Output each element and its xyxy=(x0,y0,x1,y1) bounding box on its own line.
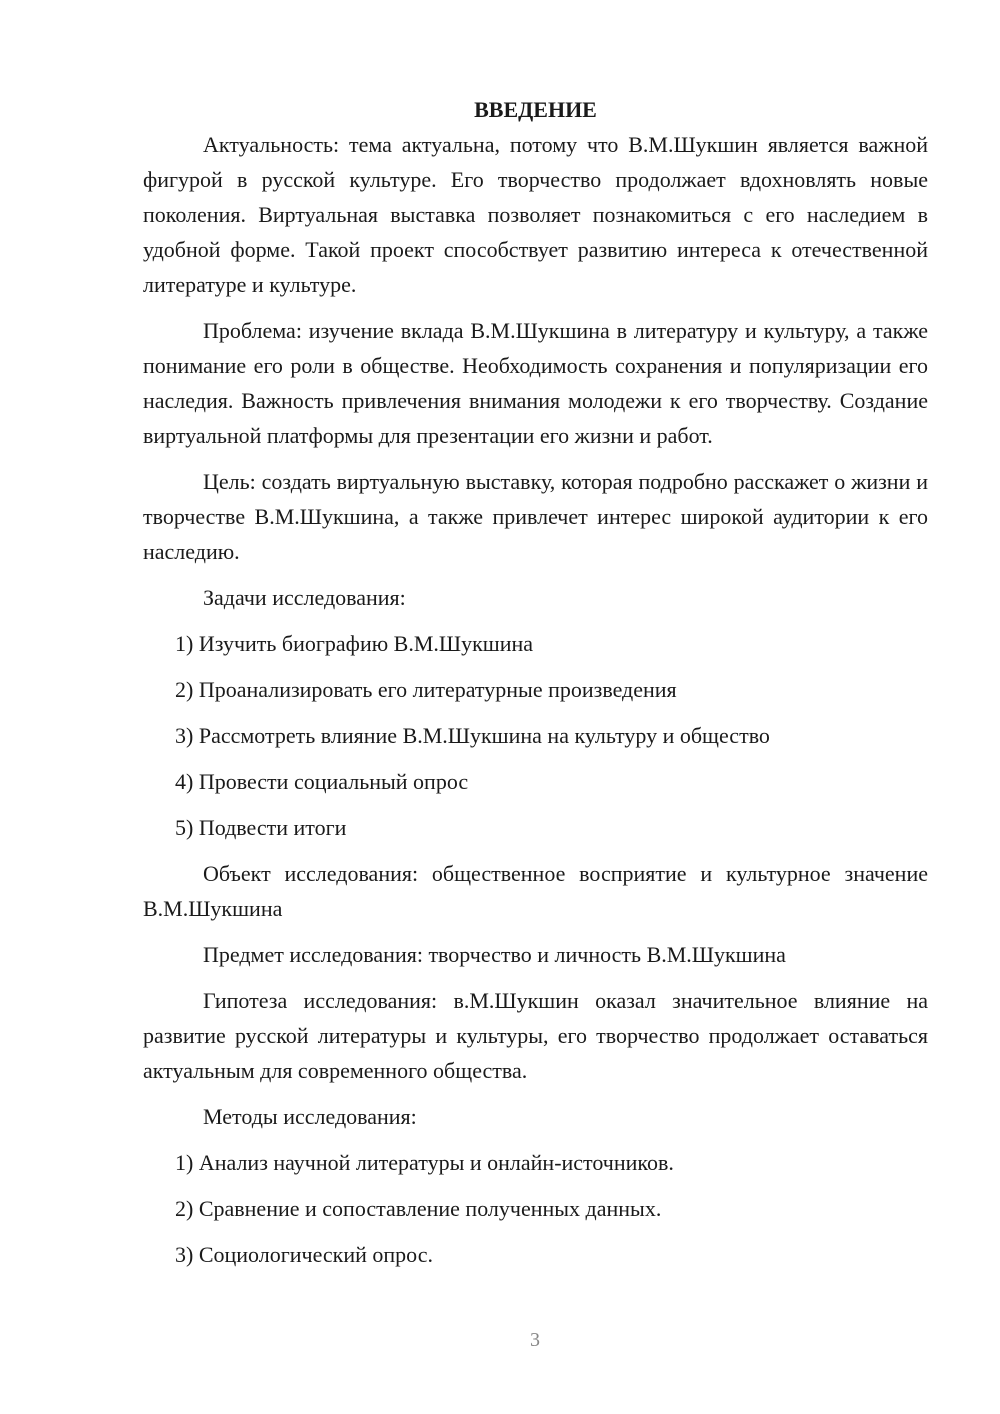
list-item-text: Социологический опрос. xyxy=(198,1242,433,1267)
list-item-number: 2) xyxy=(175,1196,194,1221)
list-item-number: 1) xyxy=(175,631,194,656)
section-heading: ВВЕДЕНИЕ xyxy=(474,97,597,122)
paragraph-goal: Цель: создать виртуальную выставку, которая подробно расскажет о жизни и творчестве В.М.Шукшина, а также привлечет интерес широкой аудитории к его наследию. xyxy=(143,469,928,564)
paragraph-object: Объект исследования: общественное восприятие и культурное значение В.М.Шукшина xyxy=(143,861,928,921)
list-item-text: Проанализировать его литературные произведения xyxy=(198,677,677,702)
page-content xyxy=(143,92,928,1283)
paragraph-subject: Предмет исследования: творчество и личность В.М.Шукшина xyxy=(203,942,786,967)
list-item xyxy=(143,626,928,661)
paragraph-relevance: Актуальность: тема актуальна, потому что В.М.Шукшин является важной фигурой в русской культуре. Его творчество продолжает вдохновлять новые поколения. Виртуальная выставка позволяет познакомиться с его наследием в удобной форме. Такой проект способствует развитию интереса к отечественной литературе и культуре. xyxy=(143,132,928,297)
list-item xyxy=(143,1237,928,1272)
paragraph-methods-intro: Методы исследования: xyxy=(203,1104,417,1129)
methods-list xyxy=(143,1145,928,1272)
list-item-number: 5) xyxy=(175,815,194,840)
paragraph-hypothesis: Гипотеза исследования: в.М.Шукшин оказал значительное влияние на развитие русской литературы и культуры, его творчество продолжает оставаться актуальным для современного общества. xyxy=(143,988,928,1083)
list-item xyxy=(143,718,928,753)
list-item-number: 3) xyxy=(175,723,194,748)
paragraph-tasks-intro: Задачи исследования: xyxy=(203,585,406,610)
list-item-number: 1) xyxy=(175,1150,194,1175)
paragraph-problem: Проблема: изучение вклада В.М.Шукшина в литературу и культуру, а также понимание его роли в обществе. Необходимость сохранения и популяризации его наследия. Важность привлечения внимания молодежи к его творчеству. Создание виртуальной платформы для презентации его жизни и работ. xyxy=(143,318,928,448)
list-item xyxy=(143,764,928,799)
list-item xyxy=(143,1191,928,1226)
list-item-number: 3) xyxy=(175,1242,194,1267)
list-item-text: Изучить биографию В.М.Шукшина xyxy=(198,631,534,656)
list-item-number: 2) xyxy=(175,677,194,702)
list-item xyxy=(143,672,928,707)
tasks-list xyxy=(143,626,928,845)
list-item-text: Сравнение и сопоставление полученных данных. xyxy=(198,1196,662,1221)
list-item-text: Подвести итоги xyxy=(198,815,347,840)
list-item-number: 4) xyxy=(175,769,194,794)
list-item-text: Рассмотреть влияние В.М.Шукшина на культуру и общество xyxy=(198,723,770,748)
page-number: 3 xyxy=(530,1329,540,1351)
list-item xyxy=(143,1145,928,1180)
list-item xyxy=(143,810,928,845)
list-item-text: Анализ научной литературы и онлайн-источников. xyxy=(198,1150,674,1175)
list-item-text: Провести социальный опрос xyxy=(198,769,469,794)
